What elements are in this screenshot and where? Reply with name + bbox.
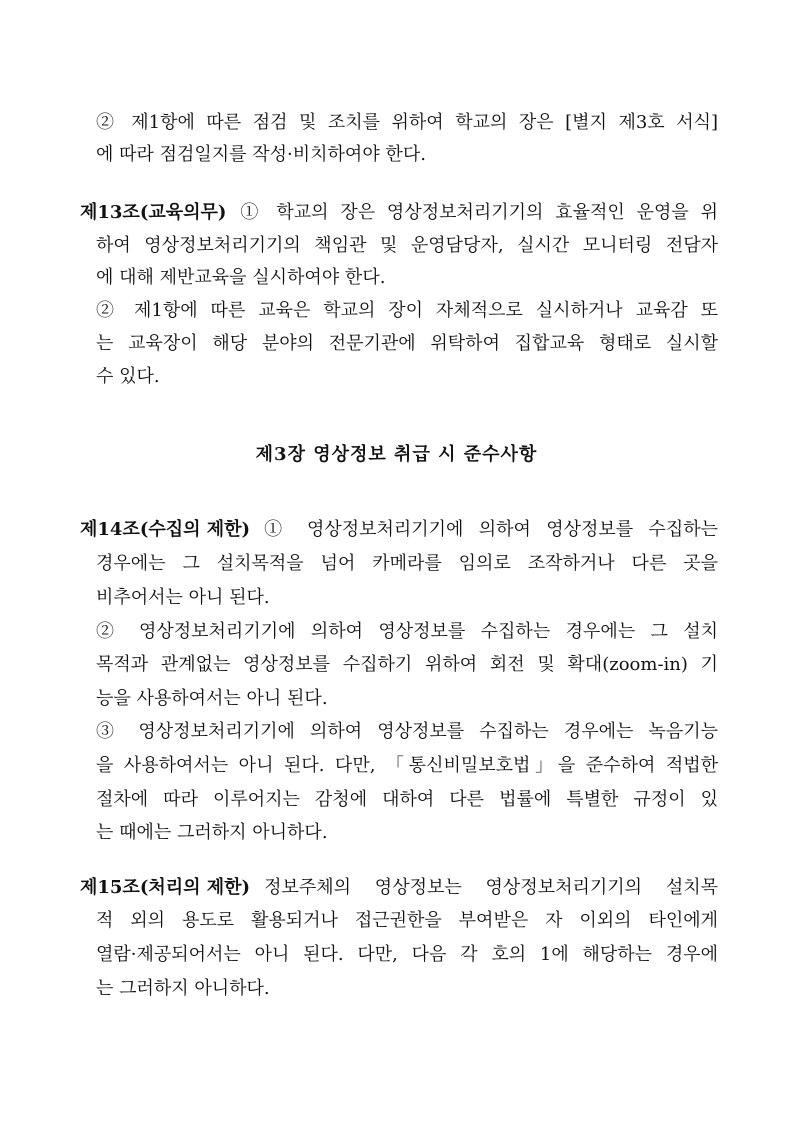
paragraph-line: 열람·제공되어서는 아니 된다. 다만, 다음 각 호의 1에 해당하는 경우에 bbox=[96, 944, 718, 965]
article-14 bbox=[80, 518, 718, 542]
paragraph-line: ① 학교의 장은 영상정보처리기기의 효율적인 운영을 위 bbox=[240, 202, 718, 223]
article-title: 제15조(처리의 제한) bbox=[80, 877, 251, 898]
article-13 bbox=[80, 201, 718, 225]
paragraph-line: 는 교육장이 해당 분야의 전문기관에 위탁하여 집합교육 형태로 실시할 bbox=[96, 333, 718, 354]
paragraph-line: ① 영상정보처리기기에 의하여 영상정보를 수집하는 bbox=[264, 519, 718, 540]
paragraph-line: 절차에 따라 이루어지는 감청에 대하여 다른 법률에 특별한 규정이 있 bbox=[96, 789, 718, 810]
article-title: 제13조(교육의무) bbox=[80, 202, 227, 223]
paragraph-line: 에 대해 제반교육을 실시하여야 한다. bbox=[96, 267, 386, 288]
chapter-heading: 제3장 영상정보 취급 시 준수사항 bbox=[255, 444, 538, 465]
paragraph-line: 수 있다. bbox=[96, 366, 160, 387]
article-title: 제14조(수집의 제한) bbox=[80, 519, 251, 540]
paragraph-line: ③ 영상정보처리기기에 의하여 영상정보를 수집하는 경우에는 녹음기능 bbox=[96, 721, 718, 742]
paragraph-line: ② 제1항에 따른 교육은 학교의 장이 자체적으로 실시하거나 교육감 또 bbox=[96, 300, 718, 321]
paragraph-line: 하여 영상정보처리기기의 책임관 및 운영담당자, 실시간 모니터링 전담자 bbox=[96, 235, 718, 256]
article-15 bbox=[80, 876, 718, 900]
paragraph-line: 능을 사용하여서는 아니 된다. bbox=[96, 688, 328, 709]
paragraph-line: 을 사용하여서는 아니 된다. 다만, 「통신비밀보호법」을 준수하여 적법한 bbox=[96, 755, 718, 776]
paragraph-line: 정보주체의 영상정보는 영상정보처리기기의 설치목 bbox=[264, 877, 718, 898]
paragraph-line: 경우에는 그 설치목적을 넘어 카메라를 임의로 조작하거나 다른 곳을 bbox=[96, 553, 718, 574]
paragraph-line: 적 외의 용도로 활용되거나 접근권한을 부여받은 자 이외의 타인에게 bbox=[96, 910, 718, 931]
paragraph-line: ② 영상정보처리기기에 의하여 영상정보를 수집하는 경우에는 그 설치 bbox=[96, 621, 718, 642]
paragraph-line: ② 제1항에 따른 점검 및 조치를 위하여 학교의 장은 [별지 제3호 서식] bbox=[96, 112, 718, 133]
paragraph-line: 목적과 관계없는 영상정보를 수집하기 위하여 회전 및 확대(zoom-in) 기 bbox=[96, 654, 718, 675]
paragraph-line: 는 때에는 그러하지 아니하다. bbox=[96, 822, 328, 843]
paragraph-line: 에 따라 점검일지를 작성·비치하여야 한다. bbox=[96, 144, 426, 165]
paragraph-line: 는 그러하지 아니하다. bbox=[96, 978, 270, 999]
paragraph-line: 비추어서는 아니 된다. bbox=[96, 587, 270, 608]
